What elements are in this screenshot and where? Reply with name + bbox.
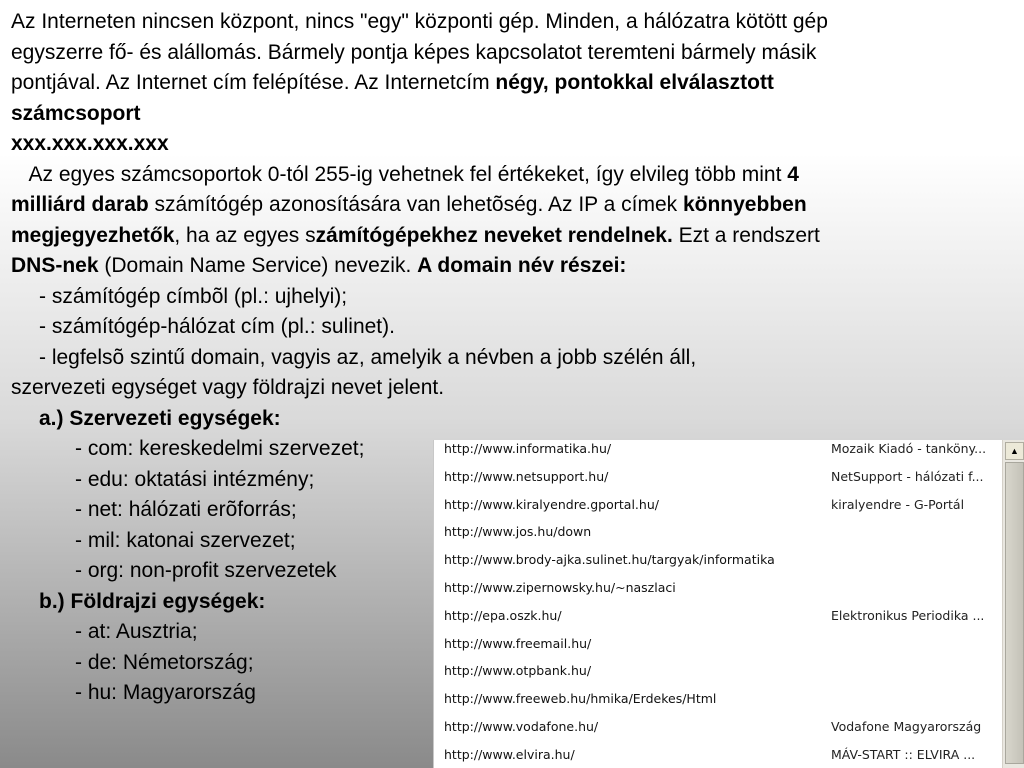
list-item: - hu: Magyarország: [75, 681, 256, 704]
url-text[interactable]: http://www.otpbank.hu/: [444, 663, 592, 679]
bold-text: négy, pontokkal elválasztott számcsoport: [11, 71, 774, 125]
url-row[interactable]: [434, 607, 1000, 635]
text: Ezt a rendszert: [672, 223, 826, 247]
list-item: - edu: oktatási intézmény;: [75, 467, 315, 491]
url-row[interactable]: [434, 440, 1000, 468]
url-row[interactable]: [434, 496, 1000, 524]
url-text[interactable]: http://www.freeweb.hu/hmika/Erdekes/Html: [444, 691, 717, 707]
text: számítógép azonosítására van lehetõség. Az IP a címek: [148, 193, 683, 216]
list-item: - net: hálózati erõforrás;: [75, 498, 297, 521]
url-text[interactable]: http://www.brody-ajka.sulinet.hu/targyak/informatika: [444, 552, 775, 568]
url-history-panel: [433, 440, 1024, 768]
url-row[interactable]: [434, 523, 1000, 551]
text: szervezeti egységet vagy földrajzi nevet jelent.: [11, 376, 445, 399]
url-row[interactable]: [434, 468, 1000, 496]
triangle-up-icon[interactable]: ▲: [1005, 442, 1024, 460]
page-title: NetSupport - hálózati f...: [831, 468, 984, 484]
url-row[interactable]: [434, 718, 1000, 746]
heading-text: b.) Földrajzi egységek:: [39, 589, 266, 613]
bold-text: könnyebben megjegyezhetők: [11, 193, 813, 247]
bold-text: A domain név részei:: [417, 254, 627, 277]
list-item: - at: Ausztria;: [75, 620, 198, 643]
list-item: - mil: katonai szervezet;: [75, 528, 296, 552]
page-title: MÁV-START :: ELVIRA ...: [831, 746, 976, 762]
list-item: - org: non-profit szervezetek: [75, 559, 337, 582]
page-title: kiralyendre - G-Portál: [831, 496, 965, 512]
url-row[interactable]: [434, 635, 1000, 663]
bold-text: zámítógépekhez neveket rendelnek.: [315, 223, 673, 247]
ip-format: xxx.xxx.xxx.xxx: [11, 132, 169, 155]
paragraph-dns: [11, 160, 851, 282]
url-text[interactable]: http://www.netsupport.hu/: [444, 468, 609, 484]
text: - legfelsõ szintű domain, vagyis az, amelyik a névben a jobb szélén áll,: [39, 345, 697, 369]
text: Az Interneten nincsen központ, nincs "egy" központi gép. Minden, a hálózatra kötött gép egyszerre fő- és alállomás. Bármely pontja képes kapcsolatot teremteni bármely másik pontjával. Az Internet cím felépítése. Az Internetcím: [11, 10, 828, 94]
vertical-scrollbar[interactable]: [1002, 440, 1024, 768]
url-text[interactable]: http://www.jos.hu/down: [444, 524, 592, 540]
url-text[interactable]: http://www.freemail.hu/: [444, 635, 592, 651]
heading-text: a.) Szervezeti egységek:: [39, 406, 281, 430]
url-row[interactable]: [434, 690, 1000, 718]
url-text[interactable]: http://www.elvira.hu/: [444, 746, 575, 762]
url-row[interactable]: [434, 662, 1000, 690]
bold-text: 4 milliárd darab: [11, 162, 805, 216]
url-text[interactable]: http://epa.oszk.hu/: [444, 607, 562, 623]
list-item: - com: kereskedelmi szervezet;: [75, 437, 365, 460]
url-row[interactable]: [434, 746, 1000, 768]
domain-part-item: - számítógép címbõl (pl.: ujhelyi);: [39, 284, 348, 308]
list-item: - de: Németország;: [75, 650, 254, 674]
top-level-domain-text: [11, 343, 851, 404]
url-text[interactable]: http://www.informatika.hu/: [444, 441, 612, 456]
url-text[interactable]: http://www.zipernowsky.hu/~naszlaci: [444, 579, 676, 595]
scroll-thumb[interactable]: [1005, 462, 1024, 764]
domain-part-item: - számítógép-hálózat cím (pl.: sulinet).: [39, 315, 395, 338]
text: , ha az egyes s: [174, 223, 316, 247]
url-text[interactable]: http://www.kiralyendre.gportal.hu/: [444, 496, 659, 512]
heading-organizational: [11, 404, 851, 435]
page-title: Elektronikus Periodika ...: [831, 607, 985, 623]
url-row[interactable]: [434, 551, 1000, 579]
url-row[interactable]: [434, 579, 1000, 607]
url-text[interactable]: http://www.vodafone.hu/: [444, 718, 599, 734]
text: Az egyes számcsoportok 0-tól 255-ig vehetnek fel értékeket, így elvileg több mint: [11, 162, 788, 186]
page-title: Vodafone Magyarország: [831, 718, 982, 734]
page-title: Mozaik Kiadó - tanköny...: [831, 441, 987, 456]
paragraph-internet-intro: [11, 7, 851, 160]
url-list: [434, 440, 1000, 768]
text: (Domain Name Service) nevezik.: [98, 254, 418, 277]
bold-text: DNS-nek: [11, 254, 99, 277]
